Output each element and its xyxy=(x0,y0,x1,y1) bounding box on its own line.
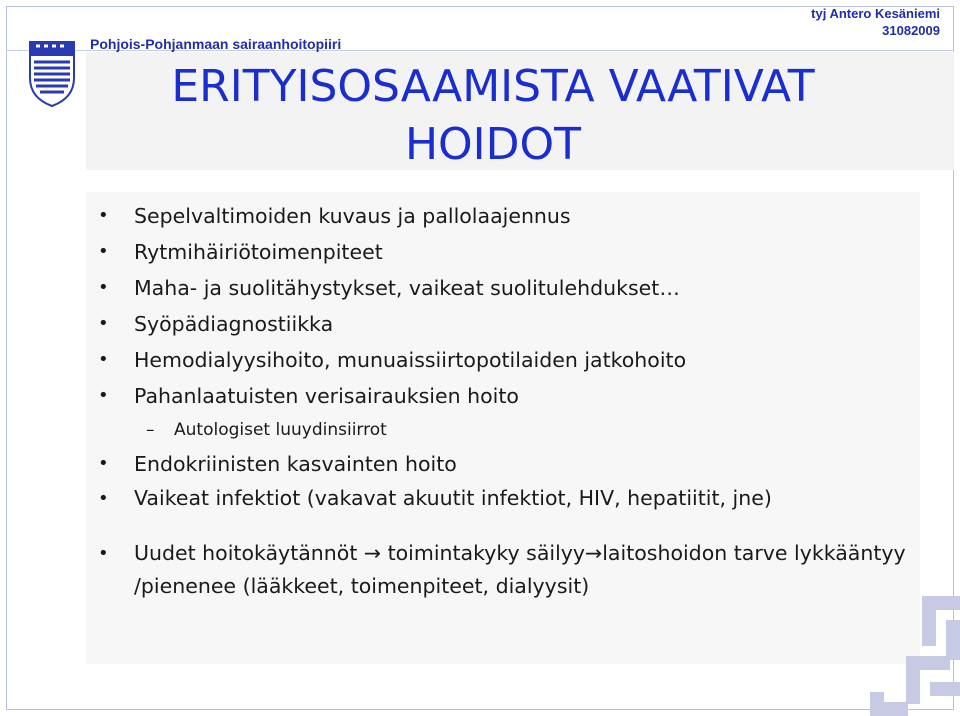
list-item xyxy=(98,446,918,482)
bullet-marker: • xyxy=(98,453,109,474)
list-item-text: Pahanlaatuisten verisairauksien hoito xyxy=(134,384,519,408)
list-item-text: Rytmihäiriötoimenpiteet xyxy=(134,240,383,264)
list-item-text: Vaikeat infektiot (vakavat akuutit infektiot, HIV, hepatiitit, jne) xyxy=(134,486,772,510)
title-line-1: ERITYISOSAAMISTA VAATIVAT xyxy=(171,61,815,112)
list-item-text: Uudet hoitokäytännöt → toimintakyky säilyy→laitoshoidon tarve lykkääntyy /pienenee (lääkkeet, toimenpiteet, dialyysit) xyxy=(134,541,906,598)
bullet-marker: • xyxy=(98,385,109,406)
list-item xyxy=(98,234,918,270)
slide-title xyxy=(88,58,898,174)
decorative-pattern xyxy=(810,596,960,716)
author-block xyxy=(811,5,940,39)
coat-of-arms-icon xyxy=(26,38,78,108)
list-item xyxy=(98,537,918,603)
list-item xyxy=(98,270,918,306)
list-item-text: Autologiset luuydinsiirrot xyxy=(174,420,387,440)
list-item-text: Hemodialyysihoito, munuaissiirtopotilaiden jatkohoito xyxy=(134,348,687,372)
list-item xyxy=(98,342,918,378)
bullet-marker: • xyxy=(98,543,109,564)
bullet-marker: • xyxy=(98,313,109,334)
list-item-text: Endokriinisten kasvainten hoito xyxy=(134,452,457,476)
list-item xyxy=(98,198,918,234)
sub-list-item xyxy=(98,414,918,446)
title-line-2: HOIDOT xyxy=(404,119,582,170)
bullet-marker: • xyxy=(98,241,109,262)
slide-date: 31082009 xyxy=(882,23,940,38)
list-item-text: Sepelvaltimoiden kuvaus ja pallolaajennus xyxy=(134,204,571,228)
bullet-marker: • xyxy=(98,349,109,370)
list-item xyxy=(98,306,918,342)
organization-name: Pohjois-Pohjanmaan sairaanhoitopiiri xyxy=(90,36,342,52)
list-item-text: Syöpädiagnostiikka xyxy=(134,312,334,336)
bullet-marker: • xyxy=(98,488,109,509)
bullet-marker: • xyxy=(98,277,109,298)
author-name: tyj Antero Kesäniemi xyxy=(811,6,940,21)
list-item xyxy=(98,482,918,515)
bullet-list xyxy=(98,198,918,603)
list-item-text: Maha- ja suolitähystykset, vaikeat suolitulehdukset… xyxy=(134,276,680,300)
list-item xyxy=(98,378,918,414)
bullet-marker: • xyxy=(98,205,109,226)
sub-bullet-marker: – xyxy=(146,420,155,440)
